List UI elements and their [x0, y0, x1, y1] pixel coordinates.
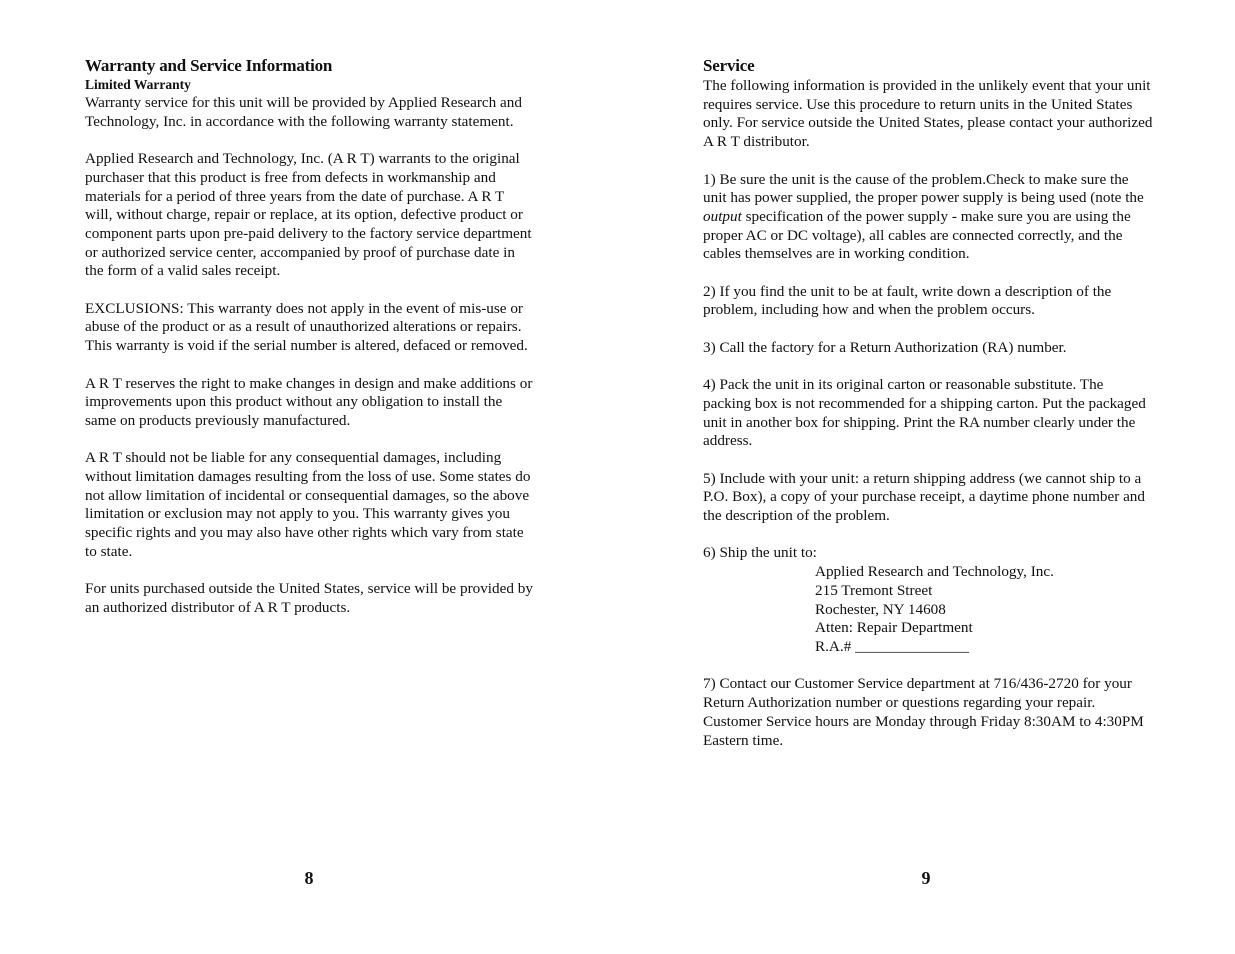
warranty-intro-paragraph: Warranty service for this unit will be provided by Applied Research and Technology, Inc. in accordance with the following warranty statement.: [85, 94, 522, 130]
address-ra-number-line: R.A.# _______________: [815, 638, 969, 655]
left-page: [0, 0, 617, 954]
design-changes-paragraph: A R T reserves the right to make changes in design and make additions or improvements upon this product without any obligation to install the same on products previously manufactured.: [85, 374, 533, 429]
page-number-right: 9: [921, 868, 931, 888]
service-step-6: 6) Ship the unit to:: [703, 544, 817, 562]
address-attention: Atten: Repair Department: [815, 619, 973, 637]
warranty-column: [85, 55, 535, 636]
service-step-2: 2) If you find the unit to be at fault, write down a description of the problem, including how and when the problem occurs.: [703, 282, 1112, 319]
service-step-7: 7) Contact our Customer Service department at 716/436-2720 for your Return Authorization number or questions regarding your repair. Customer Service hours are Monday through Friday 8:30AM to 4:30PM Eastern time.: [703, 675, 1144, 749]
service-step-4: 4) Pack the unit in its original carton or reasonable substitute. The packing box is not recommended for a shipping carton. Put the packaged unit in another box for shipping. Print the RA number clearly under the address.: [703, 376, 1146, 450]
service-intro-paragraph: The following information is provided in the unlikely event that your unit requires service. Use this procedure to return units in the United States only. For service outside the United States, please contact your authorized A R T distributor.: [703, 77, 1153, 151]
warranty-title: Warranty and Service Information: [85, 56, 333, 75]
address-company: Applied Research and Technology, Inc.: [815, 563, 1054, 581]
limited-warranty-subheading: Limited Warranty: [85, 77, 191, 92]
step-1-text-after: specification of the power supply - make sure you are using the proper AC or DC voltage), all cables are connected correctly, and the cables themselves are in working condition.: [703, 207, 1131, 263]
address-city: Rochester, NY 14608: [815, 600, 946, 618]
liability-paragraph: A R T should not be liable for any consequential damages, including without limitation damages resulting from the loss of use. Some states do not allow limitation of incidental or consequential damages, so the above limitation or exclusion may not apply to you. This warranty gives you specific rights and you may also have other rights which vary from state to state.: [85, 449, 531, 560]
service-step-5: 5) Include with your unit: a return shipping address (we cannot ship to a P.O. Box), a copy of your purchase receipt, a daytime phone number and the description of the problem.: [703, 469, 1145, 525]
page-number-left: 8: [304, 868, 314, 888]
step-1-text-before: 1) Be sure the unit is the cause of the problem.Check to make sure the unit has power supplied, the proper power supply is being used (note the: [703, 170, 1144, 207]
shipping-address-block: [815, 563, 1155, 657]
exclusions-paragraph: EXCLUSIONS: This warranty does not apply in the event of mis-use or abuse of the product or as a result of unauthorized alterations or repairs. This warranty is void if the serial number is altered, defaced or removed.: [85, 299, 528, 355]
warranty-statement-paragraph: Applied Research and Technology, Inc. (A R T) warrants to the original purchaser that this product is free from defects in workmanship and materials for a period of three years from the date of purchase. A R T will, without charge, repair or replace, at its option, defective product or component parts upon pre-paid delivery to the factory service department or authorized service center, accompanied by proof of purchase date in the form of a valid sales receipt.: [85, 150, 532, 280]
service-step-3: 3) Call the factory for a Return Authorization (RA) number.: [703, 338, 1067, 356]
outside-us-paragraph: For units purchased outside the United States, service will be provided by an authorized distributor of A R T products.: [85, 580, 533, 616]
address-street: 215 Tremont Street: [815, 581, 933, 599]
step-1-output-emphasis: output: [703, 207, 742, 225]
right-page: [618, 0, 1235, 954]
service-column: [703, 55, 1155, 769]
service-title: Service: [703, 56, 755, 75]
service-step-1: [703, 171, 1155, 265]
